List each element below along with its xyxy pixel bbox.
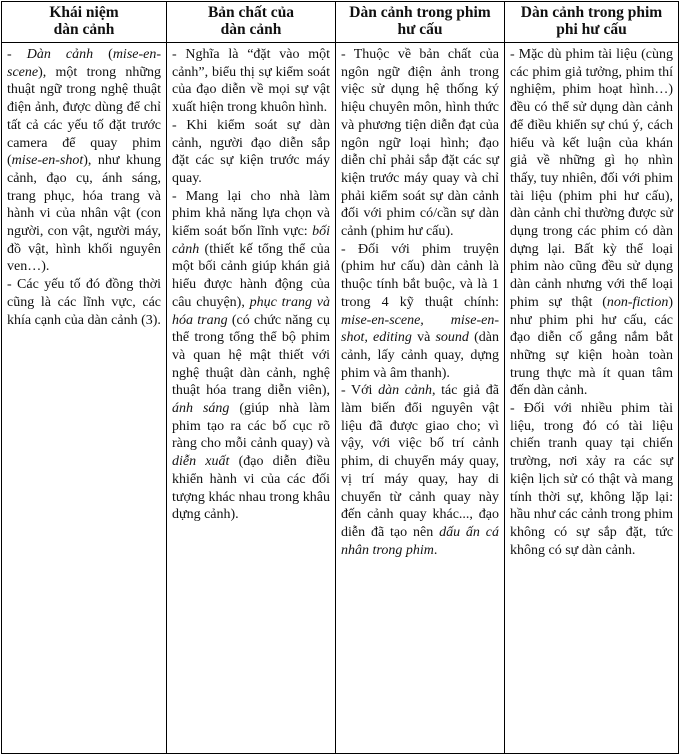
text: ), một trong những thuật ngữ trong nghệ thuật điện ảnh, được dùng để chỉ tất cả các yếu tố đặt trước camera để quay phim (: [7, 64, 161, 169]
text: (giúp nhà làm phim tạo ra các bố cục rõ ràng cho mỗi cảnh quay) và: [172, 401, 331, 452]
text: - Thuộc về bản chất của ngôn ngữ điện ảnh trong việc sử dụng hệ thống ký hiệu chuyên môn, hình thức và phương tiện diễn đạt của ngôn ngữ loại hình; đạo diễn chỉ phải sắp đặt các sự kiện trước máy quay và chỉ phải kiểm soát sự dàn cảnh đối với phim có/cần sự dàn cảnh (phim hư cấu).: [341, 47, 499, 240]
italic-text: dấu ấn cá nhân trong phim: [341, 524, 499, 558]
paragraph: [7, 276, 161, 329]
text: và: [411, 330, 436, 346]
header-line: dàn cảnh: [53, 21, 115, 38]
content-row: [2, 43, 679, 754]
italic-text: Dàn cảnh: [26, 47, 94, 62]
paragraph: [341, 382, 499, 559]
text: (có chức năng cụ thể trong tổng thể bộ phim và quan hệ mật thiết với nghệ thuật dàn cảnh, nghệ thuật hóa trang diễn viên),: [172, 312, 330, 399]
header-line: phi hư cấu: [556, 21, 627, 38]
paragraph: [172, 117, 330, 188]
cell-nonfiction: [505, 43, 679, 754]
text: -: [7, 47, 27, 62]
paragraph: [510, 46, 673, 400]
paragraph: [510, 400, 673, 559]
cell-nature: [167, 43, 336, 754]
italic-text: bối cảnh: [172, 224, 330, 257]
text: - Đối với nhiều phim tài liệu, trong đó có tài liệu chiến tranh quay tại chiến trường, nơi xảy ra các sự kiện lịch sử có thật và mang tính thời sự, không lặp lại: hầu như các cảnh trong phim không có sự sắp đặt, tức không có sự dàn cảnh.: [510, 401, 673, 558]
italic-text: mise-en-scene, mise-en-shot, editing: [341, 312, 499, 346]
text: - Nghĩa là “đặt vào một cảnh”, biểu thị sự kiểm soát của đạo diễn về mọi sự vật xuất hiện trong khuôn hình.: [172, 47, 330, 116]
cell-fiction: [336, 43, 505, 754]
text: - Mang lại cho nhà làm phim khả năng lựa chọn và kiểm soát bốn lĩnh vực:: [172, 188, 330, 240]
italic-text: diễn xuất: [172, 454, 230, 470]
text: , tác giả đã làm biến đổi nguyên vật liệu đã được giao cho; vì vậy, với việc bố trí cảnh phim, di chuyển máy quay, vị trí máy quay, hay di chuyển từ cảnh quay này đến cảnh quay khác..., đạo diễn đã tạo nên: [341, 383, 500, 540]
paragraph: [7, 46, 161, 276]
paragraph: [172, 46, 330, 117]
italic-text: ánh sáng: [172, 401, 230, 417]
italic-text: non-fiction: [606, 294, 669, 310]
concept-table: [1, 1, 679, 754]
italic-text: phục trang và hóa trang: [172, 294, 330, 328]
italic-text: mise-en-shot: [11, 153, 84, 169]
text: ), như khung cảnh, đạo cụ, ánh sáng, trang phục, hóa trang và hành vi của nhân vật (con người, con vật, người máy, đồ vật, hình khối nguyên ven…).: [7, 153, 161, 275]
italic-text: sound: [435, 330, 469, 346]
text: ) như phim phi hư cấu, các đạo diễn cố gắng nắm bắt những sự kiện hoàn toàn trung thực mà ít quan tâm đến dàn cảnh.: [510, 294, 673, 399]
header-line: dàn cảnh: [220, 21, 282, 38]
text: .: [433, 542, 438, 558]
header-line: hư cấu: [397, 21, 443, 38]
paragraph: [341, 241, 499, 383]
text: - Đối với phim truyện (phim hư cấu) dàn cảnh là thuộc tính bắt buộc, và là 1 trong 4 kỹ thuật chính:: [341, 241, 499, 310]
header-line: Dàn cảnh trong phim: [349, 4, 491, 21]
text: (đạo diễn điều khiển hành vi của các đối tượng khác nhau trong khâu dựng cảnh).: [172, 454, 330, 523]
italic-text: dàn cảnh: [378, 383, 432, 399]
header-cell: [2, 2, 167, 43]
header-line: Bản chất của: [207, 4, 295, 21]
header-cell: [505, 2, 679, 43]
text: (dàn cảnh, lấy cảnh quay, dựng phim và âm thanh).: [341, 330, 499, 381]
paragraph: [172, 188, 330, 524]
header-line: Khái niệm: [49, 4, 119, 21]
text: - Mặc dù phim tài liệu (cùng các phim giả tưởng, phim thí nghiệm, phim hoạt hình…) đều có thể sử dụng dàn cảnh để điều khiển sự chú ý, cách hiểu và kết luận của khán giả về những gì họ nhìn thấy, tuy nhiên, đối với phim tài liệu (phim phi hư cấu), dàn cảnh chỉ thường được sử dụng trong các phim có dàn dựng lại. Bất kỳ thể loại phim nào cũng đều sử dụng dàn cảnh nhưng với thể loại phim sự thật (: [510, 47, 673, 310]
text: - Khi kiểm soát sự dàn cảnh, người đạo diễn sắp đặt các sự kiện trước máy quay.: [172, 117, 330, 186]
text: - Với: [341, 383, 379, 399]
header-line: Dàn cảnh trong phim: [520, 4, 663, 21]
paragraph: [341, 46, 499, 241]
cell-concept: [2, 43, 167, 754]
header-cell: [167, 2, 336, 43]
text: (: [93, 47, 113, 62]
header-row: [2, 2, 679, 43]
text: - Các yếu tố đó đồng thời cũng là các lĩnh vực, các khía cạnh của dàn cảnh (3).: [7, 277, 161, 328]
italic-text: mise-en-scene: [7, 47, 162, 80]
header-cell: [336, 2, 505, 43]
text: (thiết kế tổng thể của một bối cảnh giúp khán giả hiểu được hành động của câu chuyện),: [172, 241, 330, 310]
